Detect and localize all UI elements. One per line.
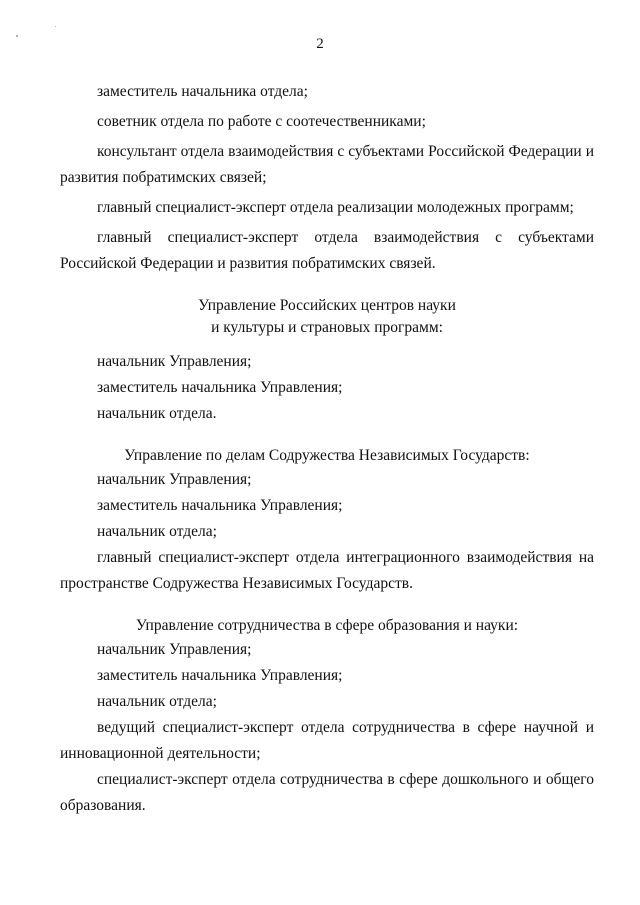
- list-item: заместитель начальника Управления;: [97, 497, 343, 514]
- list-item: заместитель начальника Управления;: [97, 379, 343, 396]
- list-item: консультант отдела взаимодействия с субъектами Российской Федерации и развития побратимских связей;: [60, 143, 594, 186]
- document-body: [60, 79, 594, 819]
- list-item: ведущий специалист-эксперт отдела сотрудничества в сфере научной и инновационной деятельности;: [60, 719, 594, 762]
- list-item: начальник Управления;: [97, 471, 252, 488]
- list-item: специалист-эксперт отдела сотрудничества в сфере дошкольного и общего образования.: [60, 771, 594, 814]
- page-number: 2: [316, 36, 324, 52]
- list-item: главный специалист-эксперт отдела реализации молодежных программ;: [97, 199, 574, 216]
- list-item: главный специалист-эксперт отдела интеграционного взаимодействия на пространстве Содружества Независимых Государств.: [60, 549, 594, 592]
- list-item: советник отдела по работе с соотечественниками;: [97, 113, 426, 130]
- section-heading-line: и культуры и страновых программ:: [211, 319, 443, 336]
- scan-speck: [55, 26, 56, 27]
- section-heading: [60, 295, 594, 339]
- section-heading: Управление сотрудничества в сфере образования и науки:: [135, 617, 519, 634]
- list-item: заместитель начальника Управления;: [97, 667, 343, 684]
- list-item: начальник отдела;: [97, 523, 217, 540]
- section-heading: Управление по делам Содружества Независимых Государств:: [124, 447, 530, 464]
- list-item: начальник Управления;: [97, 641, 252, 658]
- list-item: начальник Управления;: [97, 353, 252, 370]
- list-item: заместитель начальника отдела;: [97, 83, 308, 100]
- list-item: начальник отдела;: [97, 693, 217, 710]
- list-item: начальник отдела.: [97, 405, 217, 422]
- section-heading-line: Управление Российских центров науки: [198, 297, 456, 314]
- list-item: главный специалист-эксперт отдела взаимодействия с субъектами Российской Федерации и развития побратимских связей.: [60, 229, 594, 272]
